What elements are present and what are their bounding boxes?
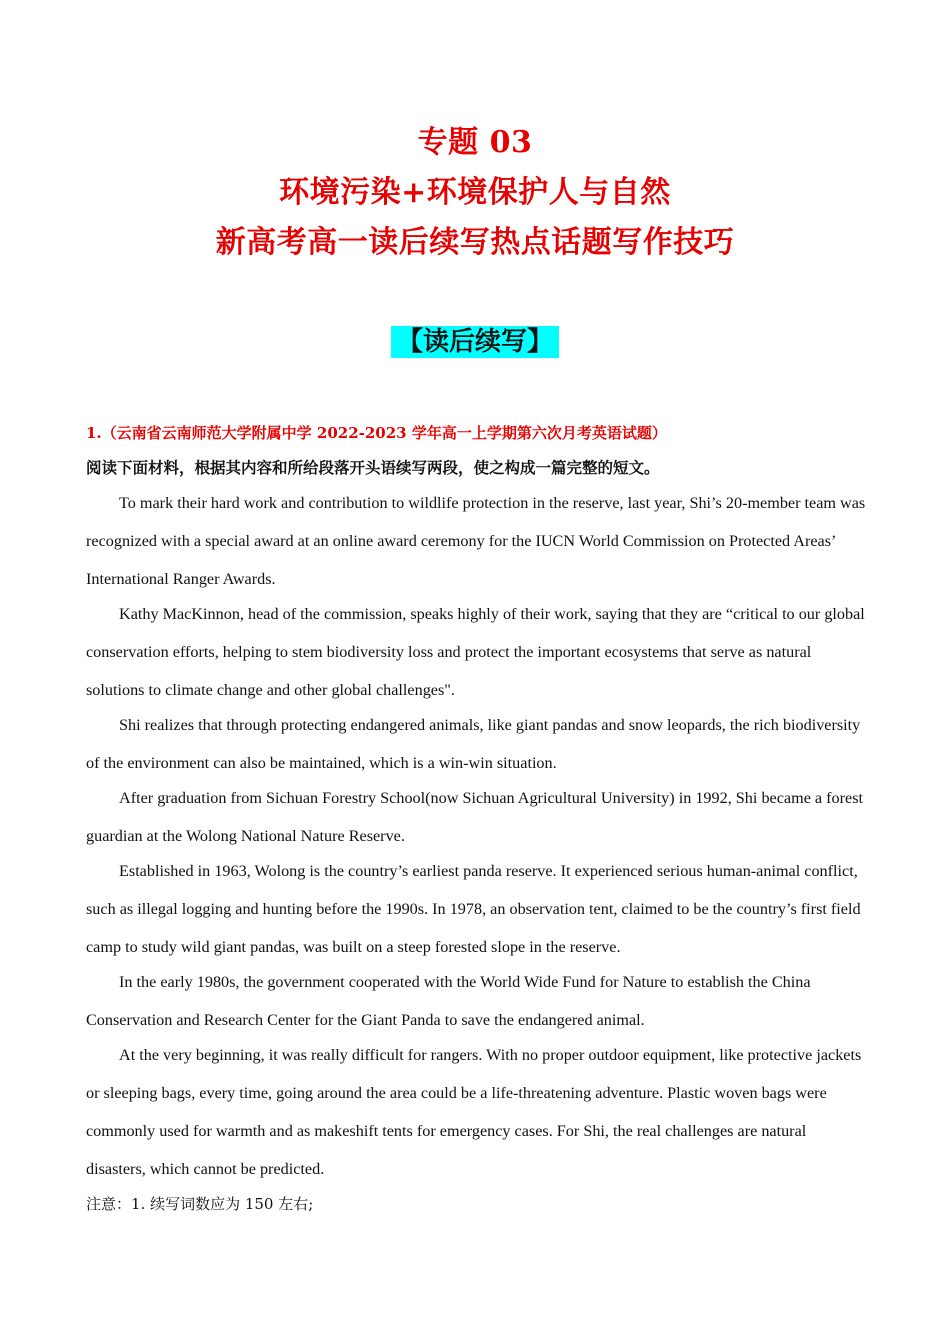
section-tag-label: 【读后续写】 (391, 326, 559, 358)
reading-passage (86, 484, 866, 1188)
passage-paragraph-4: After graduation from Sichuan Forestry School(now Sichuan Agricultural University) in 1992, Shi became a forest guardian at the Wolong National Nature Reserve. (86, 789, 864, 845)
document-title (0, 118, 950, 268)
passage-paragraph-2: Kathy MacKinnon, head of the commission, speaks highly of their work, saying that they are “critical to our global conservation efforts, helping to stem biodiversity loss and protect the important ecosystems that serve as natural solutions to climate change and other global challenges". (86, 605, 865, 699)
passage-paragraph-3: Shi realizes that through protecting endangered animals, like giant pandas and snow leopards, the rich biodiversity of the environment can also be maintained, which is a win-win situation. (86, 716, 861, 772)
title-line-1: 专题 03 (417, 125, 533, 160)
passage-paragraph-5: Established in 1963, Wolong is the country’s earliest panda reserve. It experienced serious human-animal conflict, such as illegal logging and hunting before the 1990s. In 1978, an observation tent, claimed to be the country’s first field camp to study wild giant pandas, was built on a steep forested slope in the reserve. (86, 862, 861, 956)
passage-paragraph-6: In the early 1980s, the government cooperated with the World Wide Fund for Nature to establish the China Conservation and Research Center for the Giant Panda to save the endangered animal. (86, 973, 811, 1029)
passage-paragraph-7: At the very beginning, it was really difficult for rangers. With no proper outdoor equipment, like protective jackets or sleeping bags, every time, going around the area could be a life-threatening adventure. Plastic woven bags were commonly used for warmth and as makeshift tents for emergency cases. For Shi, the real challenges are natural disasters, which cannot be predicted. (86, 1046, 862, 1178)
question-source: 1.（云南省云南师范大学附属中学 2022-2023 学年高一上学期第六次月考英语试题） (86, 424, 667, 442)
title-line-3: 新高考高一读后续写热点话题写作技巧 (215, 225, 735, 260)
question-instruction: 阅读下面材料，根据其内容和所给段落开头语续写两段，使之构成一篇完整的短文。 (86, 459, 660, 477)
passage-paragraph-1: To mark their hard work and contribution to wildlife protection in the reserve, last year, Shi’s 20-member team was recognized with a special award at an online award ceremony for the IUCN World Commission on Protected Areas’ International Ranger Awards. (86, 494, 866, 588)
title-line-2: 环境污染+环境保护人与自然 (279, 175, 671, 210)
section-heading (0, 326, 950, 358)
writing-note: 注意：1. 续写词数应为 150 左右; (86, 1195, 314, 1213)
